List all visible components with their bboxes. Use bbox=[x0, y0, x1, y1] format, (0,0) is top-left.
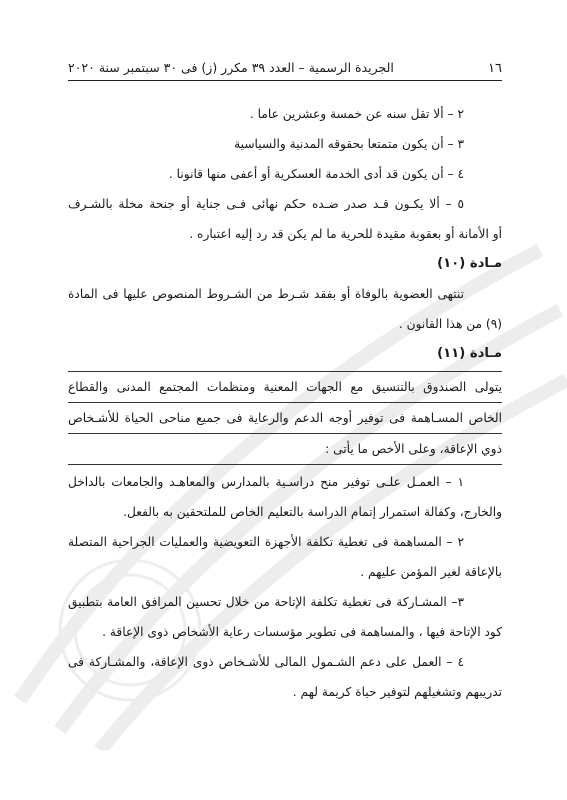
item-2-line-2: بالإعاقة لغير المؤمن عليهم . bbox=[360, 565, 502, 579]
page-number: ١٦ bbox=[488, 61, 502, 76]
item-2-line-1: ٢ – المساهمة فى تغطية تكلفة الأجهزة التعويضية والعمليات الجراحية المتصلة bbox=[68, 535, 464, 549]
article-11-heading: مـادة (١١) bbox=[437, 346, 502, 361]
item-3-line-2: كود الإتاحة فيها ، والمساهمة فى تطوير مؤسسات رعاية الأشخاص ذوى الإعاقة . bbox=[102, 625, 502, 639]
document-body bbox=[68, 99, 502, 707]
article-11-line-3: ذوي الإعاقة، وعلى الأخص ما يأتى : bbox=[68, 434, 502, 465]
article-11-line-2: الخاص المسـاهمة فى توفير أوجه الدعم والرعاية فى جميع مناحى الحياة للأشـخاص bbox=[68, 403, 502, 434]
article-10-heading: مـادة (١٠) bbox=[437, 256, 502, 271]
article-11-intro bbox=[68, 371, 502, 465]
item-4-line-2: تدريبهم وتشغيلهم لتوفير حياة كريمة لهم . bbox=[292, 685, 502, 699]
condition-4: ٤ – أن يكون قد أدى الخدمة العسكرية أو أعفى منها قانونا . bbox=[168, 167, 464, 181]
condition-2: ٢ – ألا تقل سنه عن خمسة وعشرين عاما . bbox=[249, 107, 464, 121]
item-1-line-2: والخارج، وكفالة استمرار إتمام الدراسة بالتعليم الخاص للملتحقين به بالفعل. bbox=[123, 505, 502, 519]
page-header bbox=[68, 60, 502, 81]
condition-3: ٣ – أن يكون متمتعا بحقوقه المدنية والسياسية bbox=[234, 137, 464, 151]
item-3-line-1: ٣– المشـاركة فى تغطية تكلفة الإتاحة من خلال تحسين المرافق العامة بتطبيق bbox=[68, 595, 464, 609]
condition-5-line-1: ٥ – ألا يكـون قـد صدر ضـده حكم نهائى فـى جناية أو جنحة مخلة بالشـرف bbox=[68, 197, 464, 211]
document-page bbox=[68, 60, 502, 707]
condition-5-line-2: أو الأمانة أو بعقوبة مقيدة للحرية ما لم يكن قد رد إليه اعتباره . bbox=[189, 227, 502, 241]
item-1-line-1: ١ – العمـل علـى توفير منح دراسـية بالمدارس والمعاهـد والجامعات بالداخل bbox=[68, 475, 464, 489]
article-11-line-1: يتولى الصندوق بالتنسيق مع الجهات المعنية ومنظمات المجتمع المدنى والقطاع bbox=[68, 371, 502, 403]
article-10-line-2: (٩) من هذا القانون . bbox=[398, 317, 502, 331]
gazette-title: الجريدة الرسمية – العدد ٣٩ مكرر (ز) فى ٣٠ سبتمبر سنة ٢٠٢٠ bbox=[68, 60, 394, 75]
article-10-line-1: تنتهى العضوية بالوفاة أو بفقد شـرط من الشـروط المنصوص عليها فى المادة bbox=[68, 287, 464, 301]
item-4-line-1: ٤ – العمل على دعم الشـمول المالى للأشـخاص ذوى الإعاقة، والمشـاركة فى bbox=[68, 655, 464, 669]
